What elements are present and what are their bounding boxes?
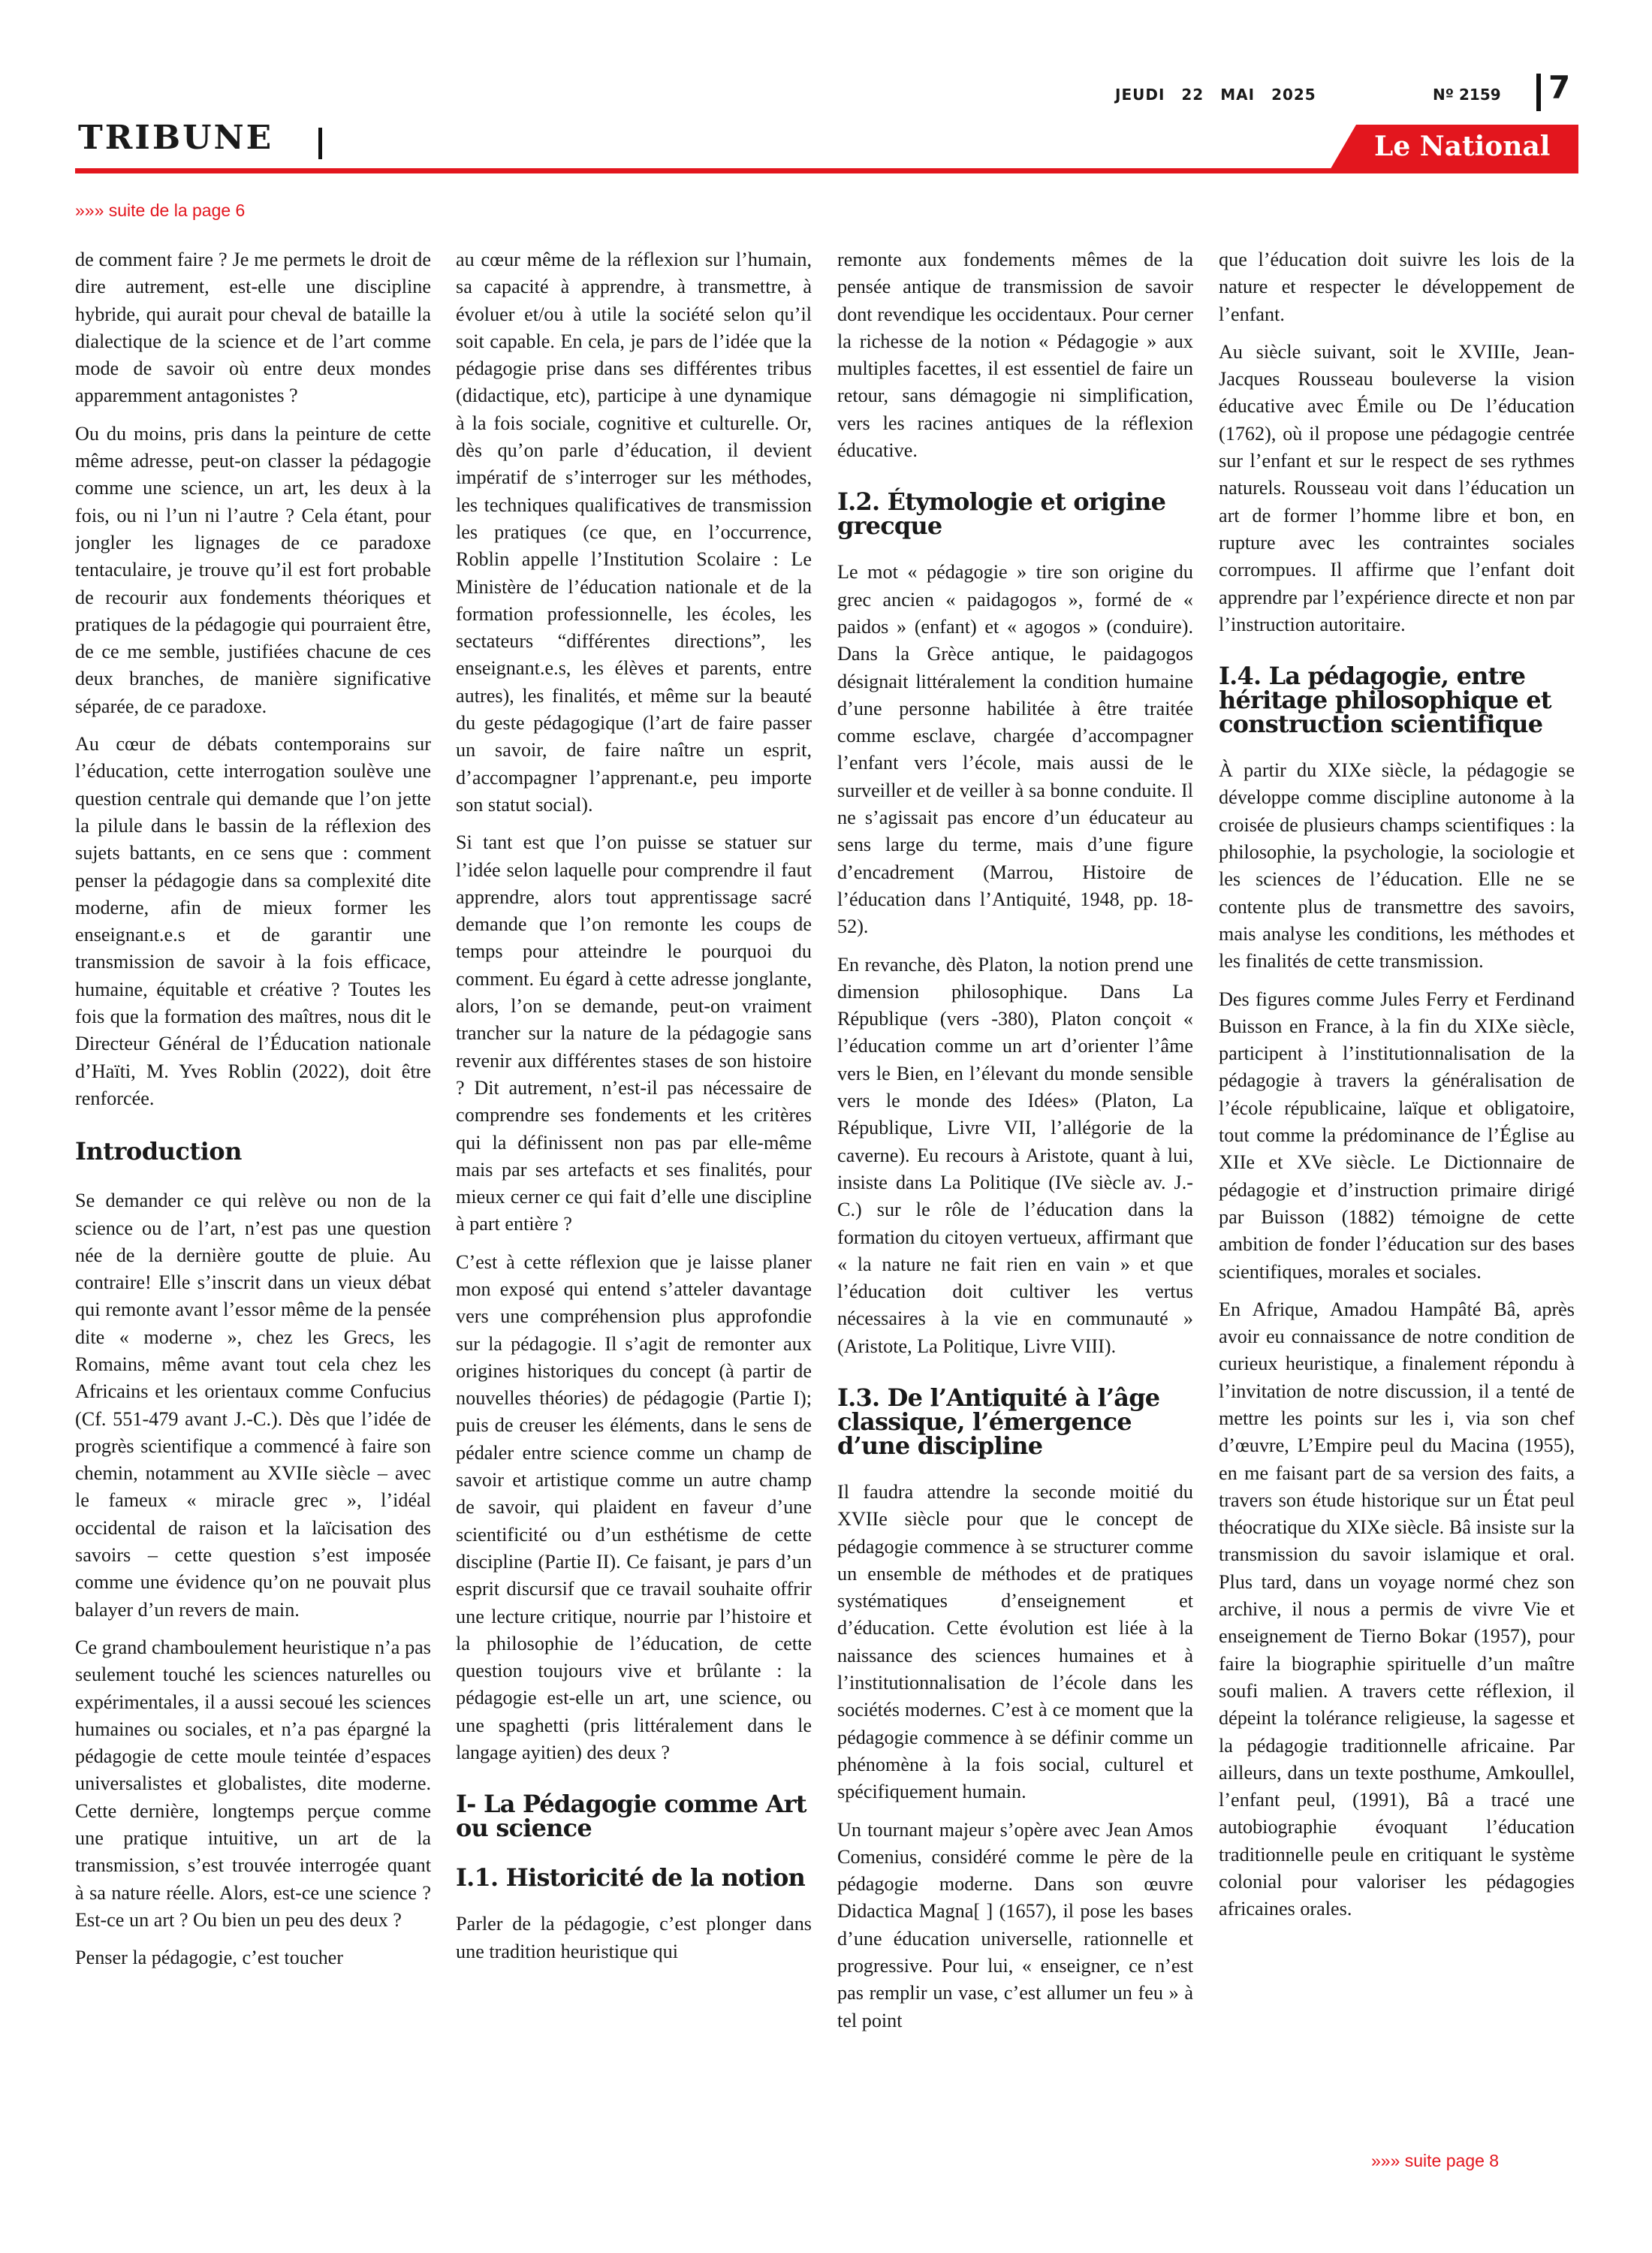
- dateline: [1115, 86, 1333, 104]
- date-day: JEUDI: [1115, 86, 1165, 104]
- article-paragraph: Ce grand chamboulement heuristique n’a pas seulement touché les sciences naturelles ou expérimentales, il a aussi secoué les sciences humaines ou sociales, et n’a pas épargné la pédagogie de cette moule teintée d’espaces universalistes et globalistes, dite moderne. Cette dernière, longtemps perçue comme une pratique intuitive, un art de la transmission, s’est trouvée interrogée quant à sa nature réelle. Alors, est-ce une science ? Est-ce un art ? Ou bien un peu des deux ?: [75, 1636, 431, 1931]
- section-title-divider: [318, 128, 322, 159]
- article-column-2: [456, 246, 812, 2154]
- section-title: TRIBUNE: [78, 119, 274, 157]
- page-number: 7: [1548, 69, 1571, 106]
- article-column-3: [837, 246, 1193, 2154]
- article-heading: I.1. Historicité de la notion: [456, 1863, 805, 1893]
- article-heading: I.4. La pédagogie, entre héritage philosophique et construction scientifique: [1219, 662, 1551, 739]
- article-paragraph: Le mot « pédagogie » tire son origine du grec ancien « paidagogos », formé de « paidos » (enfant) et « agogos » (conduire). Dans la Grèce antique, le paidagogos désignait littéralement la condition humaine d’une personne habilitée à être traitée comme esclave, chargée d’accompagner l’enfant vers l’école, mais aussi de le surveiller et de veiller à sa bonne conduite. Il ne s’agissait pas encore d’un éducateur au sens large du terme, mais d’une figure d’encadrement (Marrou, Histoire de l’éducation dans l’Antiquité, 1948, pp. 18-52).: [837, 561, 1193, 938]
- article-paragraph: Des figures comme Jules Ferry et Ferdinand Buisson en France, à la fin du XIXe siècle, participent à l’institutionnalisation de la pédagogie à travers la généralisation de l’école républicaine, laïque et obligatoire, tout comme la prédominance de l’Église au XIIe et XVe siècle. Le Dictionnaire de pédagogie et d’instruction primaire dirigé par Buisson (1882) témoigne de cette ambition de fonder l’éducation sur des bases scientifiques, morales et sociales.: [1219, 988, 1575, 1283]
- article-paragraph: Parler de la pédagogie, c’est plonger dans une tradition heuristique qui: [456, 1913, 812, 1962]
- article-heading: I.3. De l’Antiquité à l’âge classique, l’émergence d’une discipline: [837, 1383, 1160, 1460]
- continued-from-link[interactable]: »»» suite de la page 6: [75, 201, 246, 220]
- header-rule: [75, 168, 1578, 173]
- article-paragraph: que l’éducation doit suivre les lois de la nature et respecter le développement de l’enfant.: [1219, 249, 1575, 325]
- article-column-1: [75, 246, 431, 2154]
- article-paragraph: au cœur même de la réflexion sur l’humain, sa capacité à apprendre, à transmettre, à évoluer et/ou à utile la société selon qu’il soit capable. En cela, je pars de l’idée que la pédagogie prise dans ses différentes tribus (didactique, etc), participe à une dynamique à la fois sociale, cognitive et culturelle. Or, dès qu’on parle d’éducation, il devient impératif de s’interroger sur les méthodes, les techniques qualificatives de transmission les pratiques (ce que, en l’occurrence, Roblin appelle l’Institution Scolaire : Le Ministère de l’éducation nationale et de la formation professionnelle, les écoles, les sectateurs “différentes directions”, les enseignant.e.s, les élèves et parents, entre autres), les finalités, et même sur la beauté du geste pédagogique (l’art de faire passer un savoir, de faire naître un esprit, d’accompagner l’apprenant.e, peu importe son statut social).: [456, 249, 812, 816]
- article-heading: I- La Pédagogie comme Art ou science: [456, 1790, 806, 1843]
- article-paragraph: En revanche, dès Platon, la notion prend une dimension philosophique. Dans La République (vers -380), Platon conçoit « l’éducation comme un art d’orienter l’âme vers le Bien, en l’élevant du monde sensible vers le monde des Idées» (Platon, La République, Livre VII, l’allégorie de la caverne). Eu recours à Aristote, quant à lui, insiste dans La Politique (IVe siècle av. J.-C.) sur le rôle de l’éducation dans la formation du citoyen vertueux, affirmant que « la nature ne fait rien en vain » et que l’éducation doit cultiver les vertus nécessaires à la vie en communauté » (Aristote, La Politique, Livre VIII).: [837, 953, 1193, 1357]
- article-paragraph: Si tant est que l’on puisse se statuer sur l’idée selon laquelle pour comprendre il faut apprendre, alors tout apprentissage sacré demande que l’on remonte les coups de temps pour atteindre le pourquoi du comment. Eu égard à cette adresse jonglante, alors, l’on se demande, peut-on vraiment trancher sur la nature de la pédagogie sans revenir aux différentes stases de son histoire ? Dit autrement, n’est-il pas nécessaire de comprendre ses fondements et les critères qui la définissent non pas par elle-même mais par ses artefacts et ses finalités, pour mieux cerner ce qui fait d’elle une discipline à part entière ?: [456, 831, 812, 1235]
- article-paragraph: de comment faire ? Je me permets le droit de dire autrement, est-elle une discipline hybride, qui aurait pour cheval de bataille la dialectique de la science et de l’art comme mode de savoir où entre deux mondes apparemment antagonistes ?: [75, 249, 431, 407]
- article-paragraph: À partir du XIXe siècle, la pédagogie se développe comme discipline autonome à la croisée de plusieurs champs scientifiques : la philosophie, la psychologie, la sociologie et les sciences de l’éducation. Elle ne se contente plus de transmettre des savoirs, mais analyse les conditions, les méthodes et les finalités de cette transmission.: [1219, 759, 1575, 973]
- article-paragraph: remonte aux fondements mêmes de la pensée antique de transmission de savoir dont revendique les occidentaux. Pour cerner la richesse de la notion « Pédagogie » aux multiples facettes, il est essentiel de faire un retour, sans démagogie ni simplification, vers les racines antiques de la réflexion éducative.: [837, 249, 1193, 462]
- issue-number: Nº 2159: [1433, 86, 1501, 104]
- masthead-brand: Le National: [1374, 131, 1551, 162]
- page-number-divider: [1536, 74, 1541, 111]
- date-year: 2025: [1271, 86, 1316, 104]
- article-paragraph: C’est à cette réflexion que je laisse planer mon exposé qui entend s’atteler davantage vers une compréhension plus approfondie sur la pédagogie. Il s’agit de remonter aux origines historiques du concept (à partir de nouvelles théories) de pédagogie (Partie I); puis de creuser les éléments, dans le sens de pédaler entre science comme un champ de savoir et artistique comme un autre champ de savoir, qui plaident en faveur d’une scientificité ou d’un esthétisme de cette discipline (Partie II). Ce faisant, je pars d’un esprit discursif que ce travail souhaite offrir une lecture critique, nourrie par l’histoire et la philosophie de l’éducation, de cette question toujours vive et brûlante : la pédagogie est-elle un art, une science, ou une spaghetti (pris littéralement dans le langage ayitien) des deux ?: [456, 1250, 812, 1764]
- article-paragraph: Au cœur de débats contemporains sur l’éducation, cette interrogation soulève une question centrale qui demande que l’on jette la pilule dans le bassin de la réflexion des sujets battants, en ce sens que : comment penser la pédagogie dans sa complexité dite moderne, afin de mieux former les enseignant.e.s et de garantir une transmission de savoir à la fois efficace, humaine, équitable et créative ? Toutes les fois que la formation des maîtres, nous dit le Directeur Général de l’Éducation nationale d’Haïti, M. Yves Roblin (2022), doit être renforcée.: [75, 733, 431, 1109]
- article-column-4: [1219, 246, 1575, 2154]
- date-number: 22: [1181, 86, 1204, 104]
- article-heading: I.2. Étymologie et origine grecque: [837, 487, 1166, 541]
- article-paragraph: Un tournant majeur s’opère avec Jean Amos Comenius, considéré comme le père de la pédagogie moderne. Dans son œuvre Didactica Magna[ ] (1657), il pose les bases d’une éducation universelle, rationnelle et progressive. Pour lui, « enseigner, ce n’est pas remplir un vase, c’est allumer un feu » à tel point: [837, 1818, 1193, 2031]
- article-paragraph: Ou du moins, pris dans la peinture de cette même adresse, peut-on classer la pédagogie comme une science, un art, les deux à la fois, ou ni l’un ni l’autre ? Cela étant, pour jongler les lignages de ce paradoxe tentaculaire, je trouve qu’il est fort probable de recourir aux fondements théoriques et pratiques de la pédagogie qui pourraient être, de ce me semble, justifiées chacune de ces deux branches, de manière significative séparée, de ce paradoxe.: [75, 422, 431, 717]
- date-month: MAI: [1220, 86, 1256, 104]
- article-paragraph: Il faudra attendre la seconde moitié du XVIIe siècle pour que le concept de pédagogie commence à se structurer comme un ensemble de méthodes et de pratiques systématiques d’enseignement et d’éducation. Cette évolution est liée à la naissance des sciences humaines et à l’institutionnalisation de l’école dans les sociétés modernes. C’est à ce moment que la pédagogie commence à se définir comme un phénomène à la fois social, culturel et spécifiquement humain.: [837, 1480, 1193, 1803]
- article-paragraph: Au siècle suivant, soit le XVIIIe, Jean-Jacques Rousseau bouleverse la vision éducative avec Émile ou De l’éducation (1762), où il propose une pédagogie centrée sur l’enfant et sur le respect de ses rythmes naturels. Rousseau voit dans l’éducation un art de former l’homme libre et bon, en rupture avec les contraintes sociales corrompues. Il affirme que l’enfant doit apprendre par l’expérience directe et non par l’instruction autoritaire.: [1219, 340, 1575, 635]
- article-paragraph: Se demander ce qui relève ou non de la science ou de l’art, n’est pas une question née de la dernière goutte de pluie. Au contraire! Elle s’inscrit dans un vieux débat qui remonte avant l’essor même de la pensée dite « moderne », chez les Grecs, les Romains, même avant tout cela chez les Africains et les orientaux comme Confucius (Cf. 551-479 avant J.-C.). Dès que l’idée de progrès scientifique a commencé à faire son chemin, notamment au XVIIe siècle – avec le fameux « miracle grec », l’idéal occidental de raison et la laïcisation des savoirs – cette question s’est imposée comme une évidence qu’on ne pouvait plus balayer d’un revers de main.: [75, 1190, 431, 1621]
- article-paragraph: Penser la pédagogie, c’est toucher: [75, 1947, 344, 1969]
- continued-to-link[interactable]: »»» suite page 8: [1371, 2151, 1500, 2170]
- article-paragraph: En Afrique, Amadou Hampâté Bâ, après avoir eu connaissance de notre condition de curieux heuristique, a finalement répondu à l’invitation de notre discussion, il a tenté de mettre les points sur les i, via son chef d’œuvre, L’Empire peul du Macina (1955), en me faisant part de sa version des faits, a travers son étude historique sur un État peul théocratique du XIXe siècle. Bâ insiste sur la transmission du savoir islamique et oral. Plus tard, dans un voyage normé chez son archive, il nous a permis de vivre Vie et enseignement de Tierno Bokar (1957), pour faire la biographie spirituelle d’un maître soufi malien. A travers cette réflexion, il dépeint la tolérance religieuse, la sagesse et la pédagogie traditionnelle africaine. Par ailleurs, dans un texte posthume, Amkoullel, l’enfant peul, (1991), Bâ a tracé une autobiographie évoquant l’éducation traditionnelle peule en critiquant le système colonial pour valoriser les pédagogies africaines orales.: [1219, 1298, 1575, 1920]
- article-heading: Introduction: [75, 1137, 242, 1166]
